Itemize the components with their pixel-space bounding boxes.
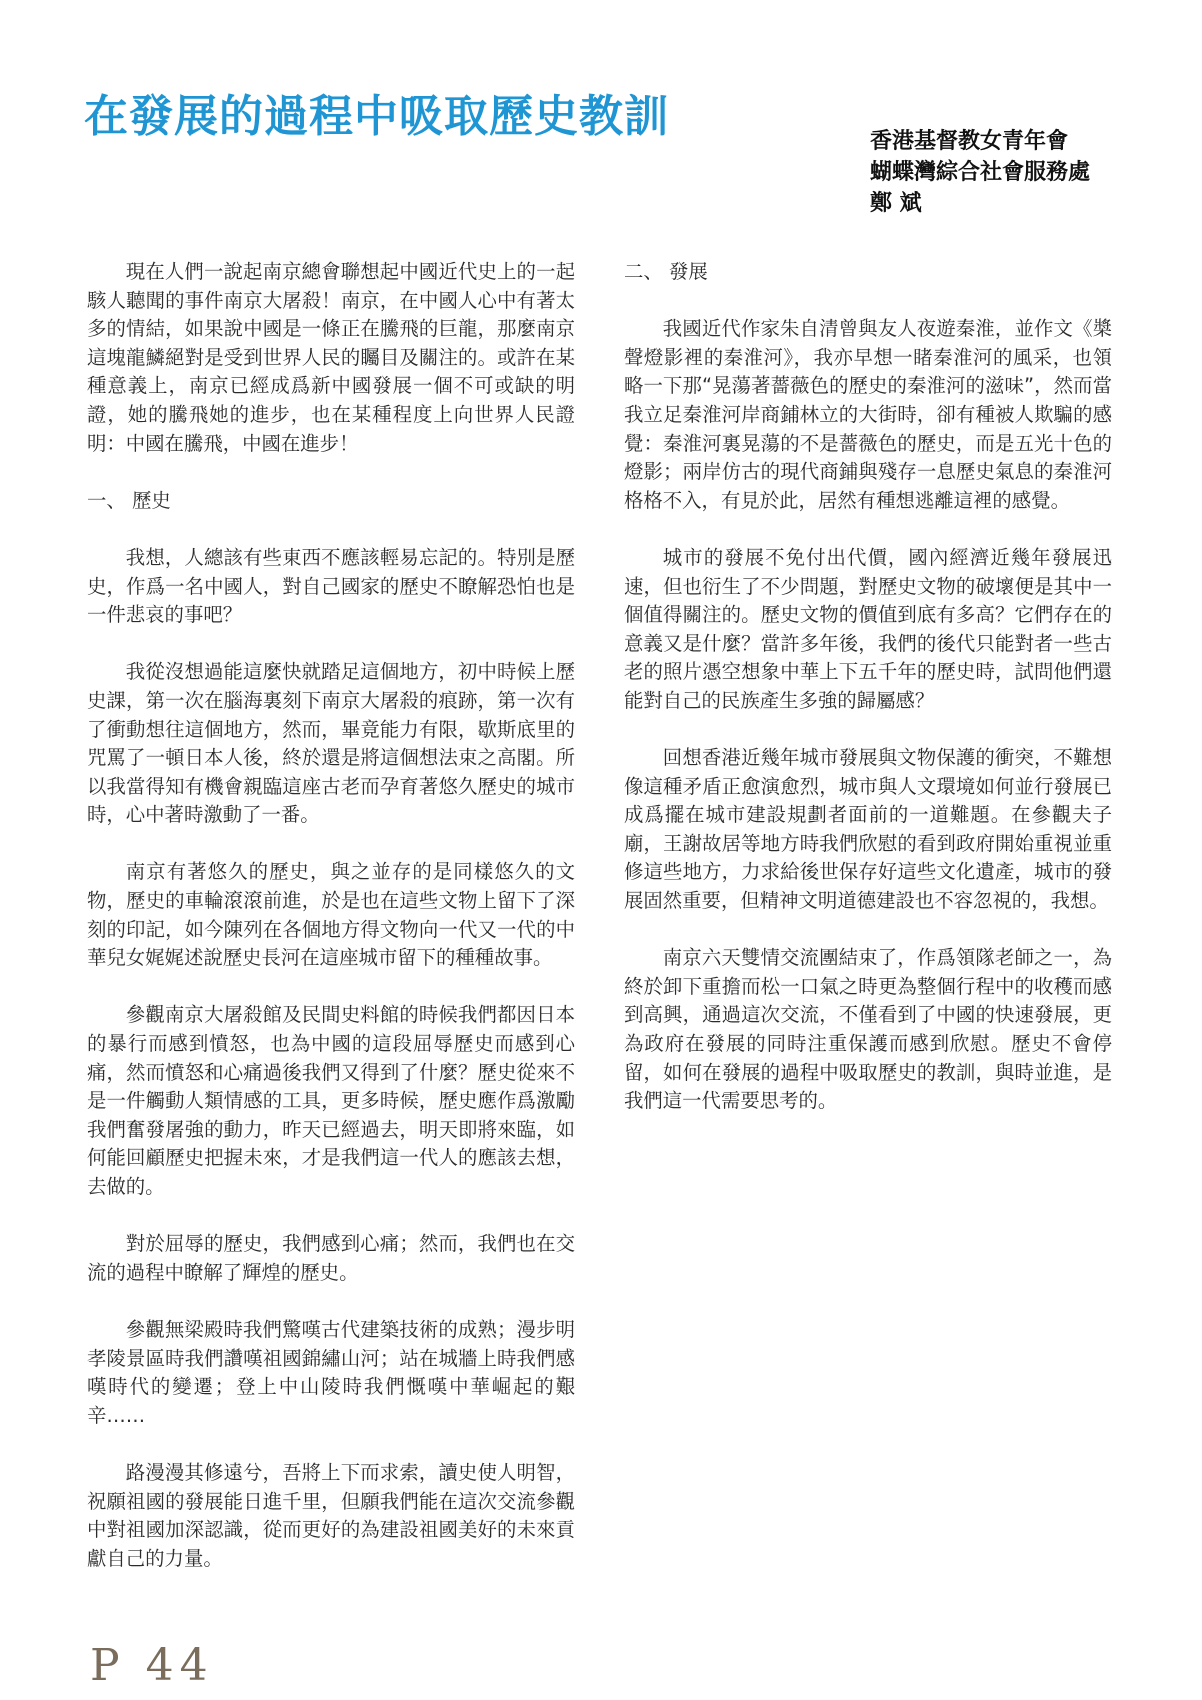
paragraph: 回想香港近幾年城市發展與文物保護的衝突，不難想像這種矛盾正愈演愈烈，城市與人文環境如何並行發展已成爲擺在城市建設規劃者面前的一道難題。在參觀夫子廟，王謝故居等地方時我們欣慰的看到政府開始重視並重修這些地方，力求給後世保存好這些文化遺產，城市的發展固然重要，但精神文明道德建設也不容忽視的，我想。 bbox=[624, 746, 1112, 913]
paragraph: 城市的發展不免付出代價，國內經濟近幾年發展迅速，但也衍生了不少問題，對歷史文物的破壞便是其中一個值得關注的。歷史文物的價值到底有多高？它們存在的意義又是什麼？當許多年後，我們的後代只能對者一些古老的照片憑空想象中華上下五千年的歷史時，試問他們還能對自己的民族產生多強的歸屬感？ bbox=[624, 545, 1112, 712]
paragraph: 南京有著悠久的歷史，與之並存的是同樣悠久的文物，歷史的車輪滾滾前進，於是也在這些文物上留下了深刻的印記，如今陳列在各個地方得文物向一代又一代的中華兒女娓娓述說歷史長河在這座城市留下的種種故事。 bbox=[87, 860, 575, 970]
author-org-line2: 蝴蝶灣綜合社會服務處 bbox=[870, 160, 1091, 185]
author-block bbox=[870, 126, 1170, 219]
page-number: P 44 bbox=[90, 1640, 214, 1691]
author-name: 鄭 斌 bbox=[870, 191, 922, 216]
article-title: 在發展的過程中吸取歷史教訓 bbox=[84, 91, 669, 142]
paragraph: 路漫漫其修遠兮，吾將上下而求索，讀史使人明智，祝願祖國的發展能日進千里，但願我們能在這次交流參觀中對祖國加深認識，從而更好的為建設祖國美好的未來貢獻自己的力量。 bbox=[87, 1460, 575, 1570]
author-org-line1: 香港基督教女青年會 bbox=[870, 129, 1069, 154]
paragraph: 對於屈辱的歷史，我們感到心痛；然而，我們也在交流的過程中瞭解了輝煌的歷史。 bbox=[87, 1232, 575, 1284]
paragraph: 我想，人總該有些東西不應該輕易忘記的。特別是歷史，作爲一名中國人，對自己國家的歷史不瞭解恐怕也是一件悲哀的事吧？ bbox=[87, 545, 575, 627]
section-heading-development: 二、 發展 bbox=[624, 260, 708, 283]
paragraph: 我從沒想過能這麼快就踏足這個地方，初中時候上歷史課，第一次在腦海裏刻下南京大屠殺的痕跡，第一次有了衝動想往這個地方，然而，畢竟能力有限，歇斯底里的咒罵了一頓日本人後，終於還是將這個想法束之高閣。所以我當得知有機會親臨這座古老而孕育著悠久歷史的城市時，心中著時激動了一番。 bbox=[87, 660, 575, 827]
section-heading-history: 一、 歷史 bbox=[87, 488, 171, 512]
paragraph: 參觀南京大屠殺館及民間史料館的時候我們都因日本的暴行而感到憤怒，也為中國的這段屈辱歷史而感到心痛，然而憤怒和心痛過後我們又得到了什麼？歷史從來不是一件觸動人類情感的工具，更多時候，歷史應作爲激勵我們奮發屠強的動力，昨天已經過去，明天即將來臨，如何能回顧歷史把握未來，才是我們這一代人的應該去想，去做的。 bbox=[87, 1003, 575, 1198]
right-column bbox=[624, 258, 1112, 1144]
paragraph: 南京六天雙情交流團結束了，作爲領隊老師之一，為終於卸下重擔而松一口氣之時更為整個行程中的收穫而感到高興，通過這次交流，不僅看到了中國的快速發展，更為政府在發展的同時注重保護而感到欣慰。歷史不會停留，如何在發展的過程中吸取歷史的教訓，與時並進，是我們這一代需要思考的。 bbox=[624, 946, 1112, 1113]
paragraph: 現在人們一說起南京總會聯想起中國近代史上的一起駭人聽聞的事件南京大屠殺！南京，在中國人心中有著太多的情結，如果說中國是一條正在騰飛的巨龍，那麼南京這塊龍鱗絕對是受到世界人民的矚目及關注的。或許在某種意義上，南京已經成爲新中國發展一個不可或缺的明證，她的騰飛她的進步，也在某種程度上向世界人民證明：中國在騰飛，中國在進步！ bbox=[87, 260, 575, 455]
paragraph: 參觀無梁殿時我們驚嘆古代建築技術的成熟；漫步明孝陵景區時我們讚嘆祖國錦繡山河；站在城牆上時我們感嘆時代的變遷；登上中山陵時我們慨嘆中華崛起的艱辛…… bbox=[87, 1317, 575, 1427]
left-column bbox=[87, 258, 575, 1602]
paragraph: 我國近代作家朱自清曾與友人夜遊秦淮，並作文《槳聲燈影裡的秦淮河》，我亦早想一睹秦淮河的風采，也領略一下那“晃蕩著薔薇色的歷史的秦淮河的滋味”，然而當我立足秦淮河岸商鋪林立的大街時，卻有種被人欺騙的感覺：秦淮河裏晃蕩的不是薔薇色的歷史，而是五光十色的燈影；兩岸仿古的現代商鋪與殘存一息歷史氣息的秦淮河格格不入，有見於此，居然有種想逃離這裡的感覺。 bbox=[624, 317, 1112, 512]
